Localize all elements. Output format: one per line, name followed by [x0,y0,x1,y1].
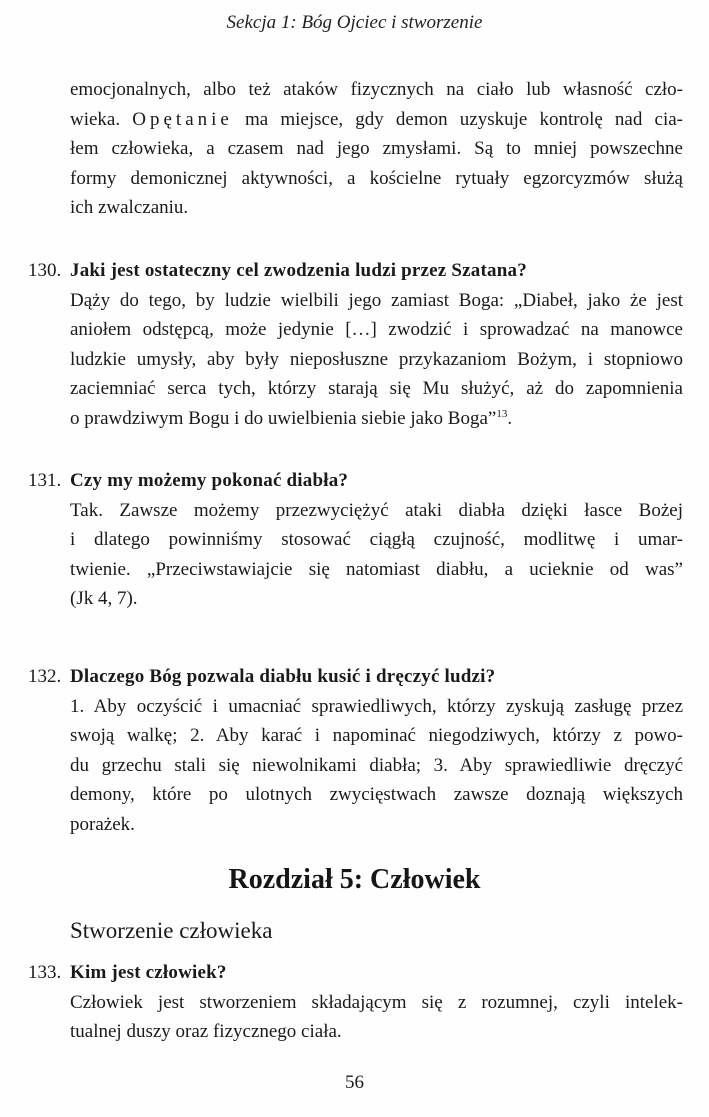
question-item-130 [28,256,683,433]
answer-line: Człowiek jest stworzeniem składającym się z rozumnej, czyli intelek- [70,991,683,1013]
answer-line: 1. Aby oczyścić i umacniać sprawiedliwych, którzy zyskują zasługę przez [70,695,683,717]
answer-line: demony, które po ulotnych zwycięstwach zawsze doznają większych [70,784,683,805]
question-heading [28,662,683,692]
answer-line: (Jk 4, 7). [70,588,138,609]
running-header: Sekcja 1: Bóg Ojciec i stworzenie [226,12,483,33]
answer-line: swoją walkę; 2. Aby karać i napominać niegodziwych, którzy z powo- [70,725,683,746]
question-title: Kim jest człowiek? [70,962,227,983]
answer-line: zaciemniać serca tych, którzy starają się Mu służyć, aż do zapomnienia [70,378,683,399]
question-item-133 [28,958,683,1047]
section-heading: Stworzenie człowieka [70,918,273,943]
question-number: 130. [28,260,62,281]
answer-line: o prawdziwym Bogu i do uwielbienia siebie jako Boga”$^{13}$. [70,407,513,429]
answer-line: Tak. Zawsze możemy przezwyciężyć ataki diabła dzięki łasce Bożej [70,499,683,521]
answer-line: du grzechu stali się niewolnikami diabła; 3. Aby sprawiedliwie dręczyć [70,754,683,776]
answer-line: Dąży do tego, by ludzie wielbili jego zamiast Boga: „Diabeł, jako że jest [70,289,683,311]
answer-line: tualnej duszy oraz fizycznego ciała. [70,1021,342,1042]
question-number: 132. [28,666,62,687]
question-heading [28,256,683,286]
question-title: Dlaczego Bóg pozwala diabłu kusić i dręczyć ludzi? [70,666,496,687]
paragraph-line: wieka. Opętanie ma miejsce, gdy demon uzyskuje kontrolę nad cia- [70,108,683,130]
intro-paragraph [70,75,683,223]
question-item-132 [28,662,683,839]
answer-line: porażek. [70,813,135,835]
question-title: Czy my możemy pokonać diabła? [70,470,349,491]
question-number: 131. [28,470,62,491]
footnote-reference: 13 [496,407,508,420]
question-heading [28,958,683,988]
paragraph-line: emocjonalnych, albo też ataków fizycznych na ciało lub własność czło- [70,79,683,100]
paragraph-line: łem człowieka, a czasem nad jego zmysłami. Są to mniej powszechne [70,138,683,159]
question-title: Jaki jest ostateczny cel zwodzenia ludzi przez Szatana? [70,260,527,281]
answer-line: aniołem odstępcą, może jedynie […] zwodzić i sprowadzać na manowce [70,319,683,340]
emphasized-spaced-word: Opętanie [132,108,233,130]
answer-line: twienie. „Przeciwstawiajcie się natomiast diabłu, a ucieknie od was” [70,558,683,580]
answer-line: i dlatego powinniśmy stosować ciągłą czujność, modlitwę i umar- [70,529,683,550]
page-number: 56 [345,1072,364,1093]
paragraph-line: ich zwalczaniu. [70,197,189,218]
answer-line: ludzkie umysły, aby były nieposłuszne przykazaniom Bożym, i stopniowo [70,348,683,370]
chapter-heading: Rozdział 5: Człowiek [228,864,481,895]
question-item-131 [28,466,683,614]
paragraph-line: formy demonicznej aktywności, a kościelne rytuały egzorcyzmów służą [70,167,683,189]
question-number: 133. [28,962,62,983]
question-heading [28,466,683,496]
